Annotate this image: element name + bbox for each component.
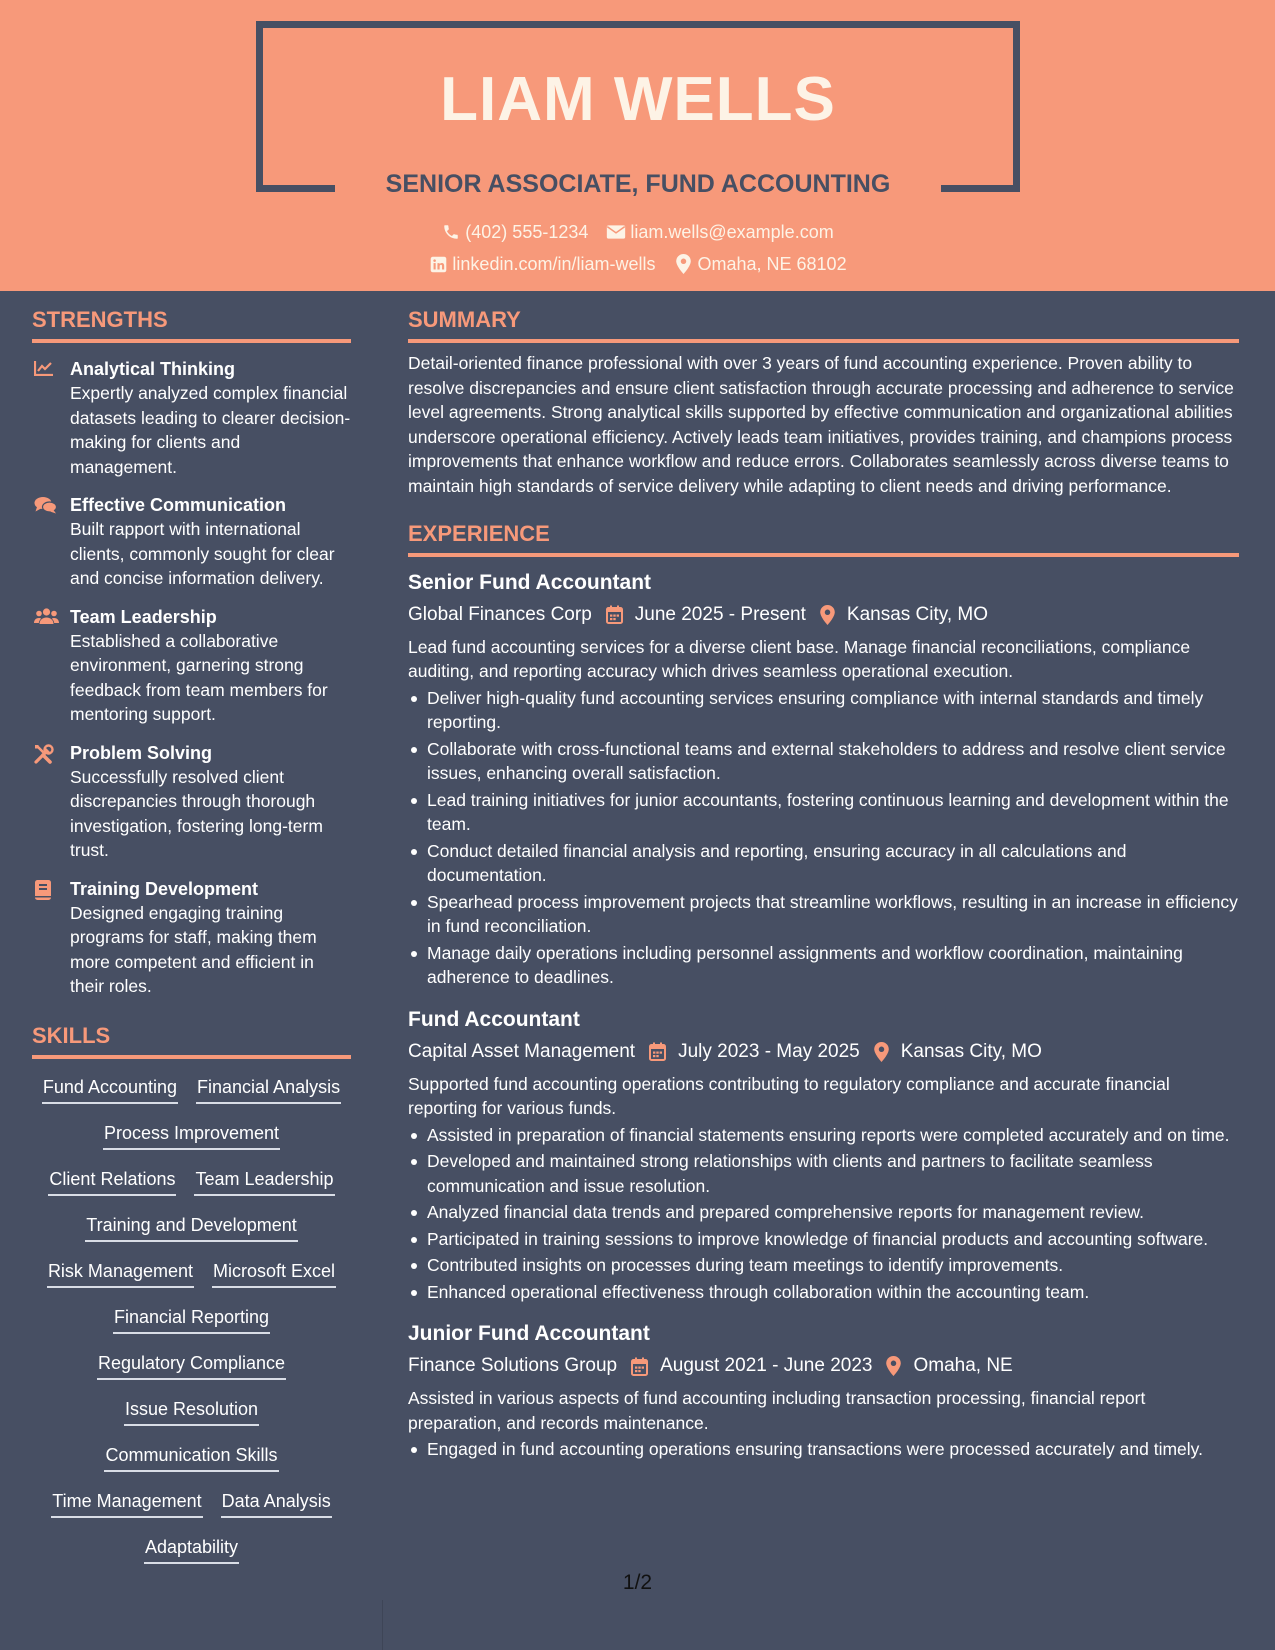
list-item: Collaborate with cross-functional teams and external stakeholders to address and resolve client service issues, enhancing overall satisfaction. bbox=[408, 737, 1239, 786]
job-location: Kansas City, MO bbox=[900, 1040, 1042, 1062]
list-item: Enhanced operational effectiveness through collaboration within the accounting team. bbox=[408, 1280, 1239, 1305]
header-frame bbox=[256, 21, 1020, 28]
job-description: Lead fund accounting services for a diverse client base. Manage financial reconciliations, compliance auditing, and reporting accuracy which drives seamless operational execution. bbox=[408, 636, 1191, 682]
linkedin-text: linkedin.com/in/liam-wells bbox=[452, 254, 656, 274]
phone-contact[interactable] bbox=[441, 220, 588, 244]
header-frame bbox=[256, 185, 335, 192]
email-text: liam.wells@example.com bbox=[630, 222, 834, 242]
calendar-icon bbox=[606, 605, 623, 624]
contact-row bbox=[0, 252, 1275, 276]
map-marker-icon bbox=[820, 605, 835, 625]
contact-row bbox=[0, 220, 1275, 244]
section-divider bbox=[408, 339, 1239, 343]
list-item: Deliver high-quality fund accounting services ensuring compliance with internal standards and timely reporting. bbox=[408, 686, 1239, 735]
strength-title: Problem Solving bbox=[70, 742, 213, 763]
skill-tag: Financial Analysis bbox=[196, 1073, 341, 1104]
job-title: SENIOR ASSOCIATE, FUND ACCOUNTING bbox=[385, 170, 891, 198]
strength-title: Analytical Thinking bbox=[70, 359, 236, 379]
job-meta bbox=[408, 1352, 1239, 1380]
header-frame bbox=[941, 185, 1020, 192]
column-divider bbox=[382, 1600, 383, 1650]
list-item: Analyzed financial data trends and prepared comprehensive reports for management review. bbox=[408, 1200, 1239, 1225]
strength-desc: Successfully resolved client discrepancies through thorough investigation, fostering long-term trust. bbox=[70, 766, 323, 860]
job-position: Junior Fund Accountant bbox=[408, 1322, 650, 1346]
book-icon bbox=[32, 877, 70, 999]
job-description: Assisted in various aspects of fund accounting including transaction processing, financial report preparation, and records maintenance. bbox=[408, 1388, 1146, 1433]
job-dates: July 2023 - May 2025 bbox=[678, 1040, 860, 1062]
right-column bbox=[408, 305, 1239, 1464]
job-position: Fund Accountant bbox=[408, 1007, 580, 1031]
skills-list bbox=[32, 1073, 351, 1579]
list-item: Lead training initiatives for junior accountants, fostering continuous learning and development within the team. bbox=[408, 788, 1239, 837]
linkedin-contact[interactable] bbox=[428, 252, 655, 276]
summary-heading: SUMMARY bbox=[408, 307, 521, 332]
strength-title: Effective Communication bbox=[70, 495, 287, 515]
skill-tag: Microsoft Excel bbox=[212, 1257, 336, 1288]
skill-tag: Regulatory Compliance bbox=[97, 1349, 286, 1380]
phone-icon bbox=[441, 222, 461, 242]
job-description: Supported fund accounting operations contributing to regulatory compliance and accurate financial reporting for various funds. bbox=[408, 1073, 1170, 1119]
strength-item bbox=[32, 357, 351, 479]
strength-title: Team Leadership bbox=[70, 606, 217, 627]
job-dates: June 2025 - Present bbox=[634, 603, 806, 625]
map-marker-icon bbox=[886, 1356, 901, 1376]
section-divider bbox=[32, 339, 351, 343]
skills-heading: SKILLS bbox=[32, 1022, 111, 1048]
skill-tag: Time Management bbox=[51, 1487, 202, 1518]
page-number: 1/2 bbox=[622, 1571, 653, 1594]
header-frame bbox=[256, 21, 263, 192]
job-bullets bbox=[408, 686, 1239, 990]
strength-title: Training Development bbox=[70, 878, 259, 899]
job-entry bbox=[408, 1320, 1239, 1462]
job-bullets bbox=[408, 1123, 1239, 1305]
users-icon bbox=[32, 605, 70, 727]
section-divider bbox=[408, 553, 1239, 557]
strength-item bbox=[32, 877, 351, 999]
left-column bbox=[32, 305, 351, 1579]
list-item: Engaged in fund accounting operations ensuring transactions were processed accurately and timely. bbox=[408, 1437, 1239, 1462]
strengths-heading: STRENGTHS bbox=[32, 307, 168, 332]
phone-text: (402) 555-1234 bbox=[465, 222, 589, 242]
header-frame bbox=[1013, 21, 1020, 192]
list-item: Manage daily operations including personnel assignments and workflow coordination, maintaining adherence to deadlines. bbox=[408, 941, 1239, 990]
job-company: Global Finances Corp bbox=[408, 603, 592, 625]
list-item: Contributed insights on processes during team meetings to identify improvements. bbox=[408, 1253, 1239, 1278]
skill-tag: Team Leadership bbox=[194, 1165, 334, 1196]
list-item: Conduct detailed financial analysis and reporting, ensuring accuracy in all calculations and documentation. bbox=[408, 839, 1239, 888]
job-meta bbox=[408, 601, 1239, 629]
list-item: Participated in training sessions to improve knowledge of financial products and accounting software. bbox=[408, 1227, 1239, 1252]
linkedin-icon bbox=[428, 254, 448, 274]
skill-tag: Data Analysis bbox=[221, 1487, 332, 1518]
calendar-icon bbox=[631, 1357, 648, 1376]
tools-icon bbox=[32, 741, 70, 863]
job-position: Senior Fund Accountant bbox=[408, 570, 652, 594]
chart-line-icon bbox=[32, 357, 70, 479]
skill-tag: Financial Reporting bbox=[113, 1303, 270, 1334]
map-marker-icon bbox=[673, 254, 693, 274]
job-location: Omaha, NE bbox=[913, 1355, 1013, 1377]
skill-tag: Risk Management bbox=[47, 1257, 194, 1288]
job-meta bbox=[408, 1038, 1239, 1066]
job-entry bbox=[408, 569, 1239, 990]
strength-item bbox=[32, 493, 351, 591]
email-contact[interactable] bbox=[606, 220, 833, 244]
job-location: Kansas City, MO bbox=[846, 603, 989, 625]
comments-icon bbox=[32, 493, 70, 591]
list-item: Assisted in preparation of financial statements ensuring reports were completed accurately and on time. bbox=[408, 1123, 1239, 1148]
experience-heading: EXPERIENCE bbox=[408, 520, 550, 546]
job-dates: August 2021 - June 2023 bbox=[660, 1355, 873, 1377]
list-item: Spearhead process improvement projects that streamline workflows, resulting in an increase in efficiency in fund reconciliation. bbox=[408, 890, 1239, 939]
skill-tag: Adaptability bbox=[144, 1533, 239, 1564]
summary-text: Detail-oriented finance professional with over 3 years of fund accounting experience. Proven ability to resolve discrepancies and ensure client satisfaction through accurate processing and adherence to service level agreements. Strong analytical skills supported by effective communication and organizational abilities underscore operational efficiency. Actively leads team initiatives, provides training, and champions process improvements that enhance workflow and reduce errors. Collaborates seamlessly across diverse teams to maintain high standards of service delivery while adapting to client needs and driving performance. bbox=[408, 353, 1234, 496]
skill-tag: Fund Accounting bbox=[42, 1073, 178, 1104]
strength-desc: Expertly analyzed complex financial datasets leading to clearer decision-making for clients and management. bbox=[70, 383, 351, 477]
strength-desc: Built rapport with international clients, commonly sought for clear and concise information delivery. bbox=[70, 519, 335, 588]
resume-header bbox=[0, 0, 1275, 291]
job-company: Finance Solutions Group bbox=[408, 1355, 618, 1377]
strength-desc: Established a collaborative environment, garnering strong feedback from team members for mentoring support. bbox=[70, 630, 328, 724]
skill-tag: Issue Resolution bbox=[124, 1395, 259, 1426]
strength-item bbox=[32, 741, 351, 863]
section-divider bbox=[32, 1055, 351, 1059]
job-company: Capital Asset Management bbox=[408, 1040, 636, 1062]
skill-tag: Process Improvement bbox=[103, 1119, 280, 1150]
location-text: Omaha, NE 68102 bbox=[697, 254, 847, 274]
list-item: Developed and maintained strong relationships with clients and partners to facilitate seamless communication and issue resolution. bbox=[408, 1149, 1239, 1198]
skill-tag: Communication Skills bbox=[104, 1441, 278, 1472]
strength-item bbox=[32, 605, 351, 727]
skill-tag: Client Relations bbox=[48, 1165, 176, 1196]
skill-tag: Training and Development bbox=[85, 1211, 297, 1242]
envelope-icon bbox=[606, 222, 626, 242]
job-bullets bbox=[408, 1437, 1239, 1462]
job-entry bbox=[408, 1006, 1239, 1305]
location-contact bbox=[673, 252, 846, 276]
map-marker-icon bbox=[874, 1042, 889, 1062]
calendar-icon bbox=[649, 1042, 666, 1061]
strength-desc: Designed engaging training programs for staff, making them more competent and efficient in their roles. bbox=[70, 902, 317, 996]
candidate-name: LIAM WELLS bbox=[440, 65, 836, 134]
